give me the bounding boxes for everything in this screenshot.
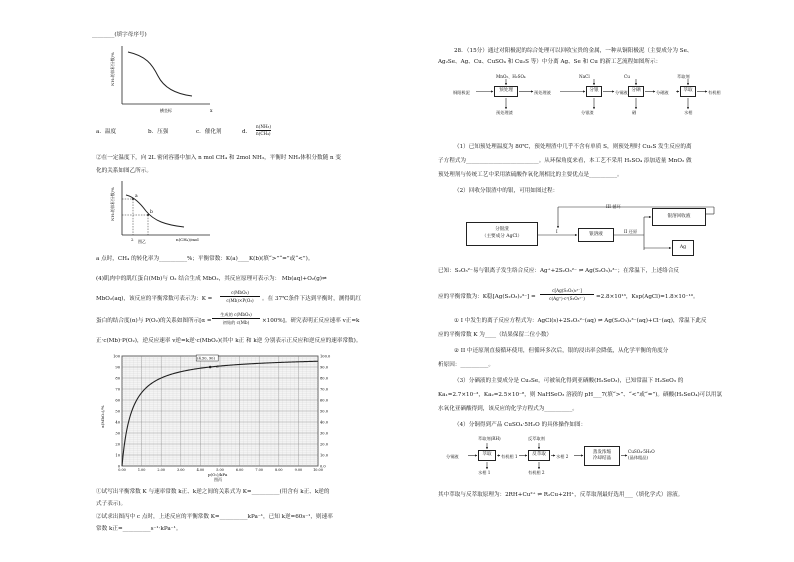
flow2-box-recovery: 银溶回收液 [652,208,706,226]
flow3-out-2: 有机相 2 [528,470,545,475]
flow3-reagent-2: 反萃取剂 [528,436,545,441]
fig3-grid [122,356,318,466]
q4-text-4: 正·c(Mb)·P(O₂)，逆反应速率 v逆=k逆·c(MbO₂)(其中 k正 和 k逆 分别表示正反应和逆反应的速率常数)。 [96,338,362,344]
fig3-ytick-left: 20 [115,442,120,447]
q4-frac2-den: 初始的 c(Mb) [222,320,250,325]
fig3-ytick-left: 100 [113,354,120,359]
q2-text-2: 化的关系如图乙所示。 [96,168,152,174]
q4-ii-1: ②试求出图丙中 c 点时，上述反应的平衡常数 K=__________kPa⁻¹，已知 k逆=60s⁻¹，则速率 [96,514,333,520]
p2-frac-den: c(Ag⁺)·c²(S₂O₃²⁻) [549,296,585,301]
flow1-out-2: 分银渣 [581,110,594,115]
q1-option-d-num: n(NH₃) [256,124,271,129]
fig3-xlabel: p(O₂)/kPa [208,472,228,477]
fig3-ytick-left: 90 [115,365,120,370]
p1-line-1: （1）已知预处理温度为 80℃，预处理渣中几乎不含有单质 S，则预处理时 Cu₂S 发生反应的离 [454,144,692,150]
p2-ii-line-1: ② II 中还原剂直接循环使用，但循环多次后，银的浸出率会降低，从化学平衡的角度分 [454,348,669,354]
flow3-out-1: 水相 1 [478,470,491,475]
q1-blank-hint: ________(填字母序号) [92,32,147,38]
flow2-box-ag: Ag [672,240,694,256]
fig3-xtick: 9.00 [294,468,303,472]
fig3-ytick-right: 30.0 [320,431,329,436]
q4-frac-num: c(MbO₂) [220,290,260,297]
fig3-point-c [209,366,212,369]
flow1-start: 铜阳极泥 [453,90,470,95]
fig3-ytick-left: 0 [117,464,120,469]
q1-option-d-den: n(CH₄) [256,131,271,136]
flow3-box-evaporate: 蒸发浓缩 冷却结晶 [584,446,620,466]
fig3-point-coord: (4.50, 90) [197,356,215,361]
figure-3-chart [96,350,346,482]
flow1-out-4: 水相 [684,110,693,115]
p2-line-1: 已知：S₂O₃²⁻易与银离子发生络合反应：Ag⁺+2S₂O₃²⁻ ⇌ Ag(S₂O₃)₂³⁻；在常温下，上述络合反 [438,268,680,274]
fig3-xtick: 3.00 [177,468,185,472]
q4-text-3a: 蛋白的结合度(α)与 P(O₂)的关系如图所示[α = [96,318,212,324]
q1-option-a: a．温度 [96,129,117,135]
fig3-ytick-right: 0.0 [320,464,326,469]
flow3-reagent-1: 萃取剂(RH) [478,436,501,441]
fig3-ylabel: α(MbO₂)/% [100,405,105,428]
fig3-ytick-right: 40.0 [320,420,329,425]
fig3-xtick: 5.00 [216,468,224,472]
flow1-out-1: 预处理渣 [496,110,513,115]
flow1-mid-2: 分铜液 [615,90,628,95]
p1-line-3: 预处理剂与传统工艺中采用浓硫酸作氧化剂相比的主要优点是__________。 [438,172,623,178]
fig2-point-b: b [150,210,153,215]
p3-line-1: （3）分硒液的主要成分是 Cu₂Se，可被氧化得到亚硒酸(H₂SeO₃)，已知常温下 H₂SeO₃ 的 [454,378,684,384]
flow1-mid-3: 分硒液 [656,90,669,95]
fig3-caption: 图丙 [214,477,222,482]
p2-frac-num: c[Ag(S₂O₃)₂³⁻] [540,288,594,295]
p2-ii-line-2: 析原因：__________。 [438,362,494,368]
fig3-ytick-left: 50 [115,409,120,414]
fig3-xtick: 8.00 [275,468,283,472]
flow3-start: 分铜液 [446,454,459,459]
fig2-xtick: 2 [131,237,134,242]
fig2-caption: 图乙 [138,239,146,244]
flow2-step-1: I [556,229,558,234]
p2-line-2b: =2.8×10¹³，Ksp(AgCl)=1.8×10⁻¹⁰。 [596,294,699,300]
q4-frac2-num: 生成的 c(MbO₂) [212,312,260,319]
q2-text-3: a 点时，CH₄ 的转化率为__________%；平衡常数：K(a)____K(b)(填“>”“=”或“<”)。 [96,256,314,262]
fig3-ytick-left: 60 [115,398,120,403]
fig3-xtick: 7.00 [255,468,263,472]
p4-title: （4）分铜得到产品 CuSO₄·5H₂O 的具体操作如图： [454,422,587,428]
fig1-ylabel: NH₃的体积分数/% [110,52,115,86]
fig3-xtick: 10.00 [313,468,323,472]
flow3-mid-2: 水相 2 [556,454,569,459]
p2-line-2a: 应的平衡常数为：K稳[Ag(S₂O₃)₂³⁻] = [438,294,536,300]
q4-text-3b: ×100%]。研究表明正反应速率 v正=k [262,318,360,324]
p2-i-line-1: ① I 中发生的离子反应方程式为：AgCl(s)+2S₂O₃²⁻(aq) ⇌ Ag(S₂O₃)₂³⁻(aq)+Cl⁻(aq)，常温下此反 [454,318,707,324]
fig1-curve [128,52,192,96]
fig3-xtick: 4.00 [196,468,205,472]
fig3-ytick-left: 10 [115,453,120,458]
flow1-arrows [438,72,738,116]
flow3-box-extract: 萃取 [478,450,496,461]
fig1-xname: x [210,109,213,114]
fig2-curve [126,195,184,227]
fig3-ytick-right: 100.0 [320,354,331,359]
fig3-ytick-left: 40 [115,420,120,425]
q1-option-b: b．压强 [148,129,169,135]
flow3-end: CuSO₄·5H₂O (晶体粗品) [628,449,655,460]
fig3-xtick: 2.00 [157,468,165,472]
flow2-step-2: II 还原 [624,229,638,234]
q4-text-2b: 。在 37℃条件下达到平衡时，测得肌红 [262,296,362,302]
fig3-point-label: c [216,364,219,369]
flow1-out-3: 硒 [632,110,637,115]
q28-line-2: Ag₂Se、Ag、Cu、CuSO₄ 和 Cu₂S 等）中分离 Ag、Se 和 Cu 的新工艺流程如图所示： [438,59,662,65]
fig3-ytick-left: 80 [115,376,120,381]
p2-title: （2）回收分银渣中的银，可用如图过程： [454,188,559,194]
p3-line-2: Ka₁=2.7×10⁻³，Ka₂=2.5×10⁻⁸，则 NaHSeO₃ 溶液的 pH___7(填“>”、“<”或“=”)。硒酸(H₂SeO₄)可以用氯 [438,392,723,398]
q1-option-c: c．催化剂 [196,129,222,135]
q4-i-1: ①试写出平衡常数 K 与速率常数 k正、k逆之间的关系式为 K=__________(用含有 k正、k逆的 [96,489,330,495]
flow1-box-extract: 萃取 [680,86,696,97]
figure-2 [106,177,216,247]
q4-frac-den: c(Mb)×P(O₂) [226,298,254,303]
fig3-ytick-right: 90.0 [320,365,329,370]
fig3-ytick-left: 70 [115,387,120,392]
flow1-box-selenium: 分硒 [628,86,644,97]
flow3-mid-1: 有机相 1 [501,454,518,459]
q1-option-d: d． [242,129,252,135]
fig3-ytick-right: 20.0 [320,442,329,447]
fig2-ylabel: NH₃的体积分数/% [110,187,115,221]
fig2-xlabel: n(CH₄)/mol [176,237,199,242]
q4-text-2a: MbO₂(aq)，该反应的平衡常数可表示为：K = [96,296,213,302]
fig3-ytick-right: 50.0 [320,409,329,414]
p3-line-3: 水氧化亚硒酸得到，该反应的化学方程式为__________。 [438,406,578,412]
fig3-xtick: 0.00 [118,468,126,472]
flow1-reagent-3: Cu [624,74,630,79]
fig3-ytick-right: 60.0 [320,398,329,403]
p1-line-2: 子方程式为__________________________。从环保角度来看，本工艺不采用 H₂SO₄ 添加适量 MnO₂ 做 [438,158,692,164]
flow1-reagent-4: 萃取剂 [677,74,690,79]
flow3-box-back-extract: 反萃取 [528,450,550,461]
flow2-box-silver-solution: 银溶液 [578,228,614,242]
flow2-cycle: III 循环 [606,204,621,209]
flow3-arrows [438,434,738,478]
fig3-xtick: 1.00 [137,468,146,472]
q4-i-2: 式子表示)。 [96,501,127,507]
flow2-box-silver-residue: 分银渣 （主要成分 AgCl） [466,222,538,246]
fig3-ytick-left: 30 [115,431,120,436]
flow1-mid-1: 预处理液 [534,90,551,95]
fig3-ytick-right: 80.0 [320,376,329,381]
flow1-box-pretreat: 预处理 [494,86,518,97]
fig3-ytick-right: 70.0 [320,387,329,392]
flow1-end: 有机相 [708,90,721,95]
fig1-xlabel: 横坐标 [160,108,172,113]
p4-line-1: 其中萃取与反萃取原理为：2RH+Cu²⁺ ⇌ R₂Cu+2H⁺，反萃取剂最好选用___（填化学式）溶液。 [438,492,684,498]
fig3-ytick-right: 10.0 [320,453,329,458]
flow1-box-silver: 分银 [586,86,602,97]
flow1-reagent-1: MnO₂、H₂SO₄ [496,74,526,79]
figure-1 [106,42,216,114]
fig3-xtick: 6.00 [235,468,244,472]
flow1-reagent-2: NaCl [579,74,590,79]
q2-text-1: ②在一定温度下，向 2L 密闭容器中加入 n mol CH₄ 和 2mol NH₃，平衡时 NH₃体积分数随 n 变 [96,155,341,161]
q4-ii-2: 常数 k正=__________s⁻¹·kPa⁻¹。 [96,526,182,532]
q4-text-1: (4)肌肉中的肌红蛋白(Mb)与 O₂ 结合生成 MbO₂，其反应原理可表示为： Mb(aq)+O₂(g)⇌ [96,276,327,282]
flow2-arrows [438,202,738,262]
q28-line-1: 28．（15分）通过对阳极泥的综合处理可以回收宝贵的金属，一种从铜阳极泥（主要成分为 Se、 [454,48,693,54]
fig2-point-a: a [135,194,138,199]
p2-i-line-2: 应的平衡常数 K 为____（结果保留二位小数） [438,332,553,338]
